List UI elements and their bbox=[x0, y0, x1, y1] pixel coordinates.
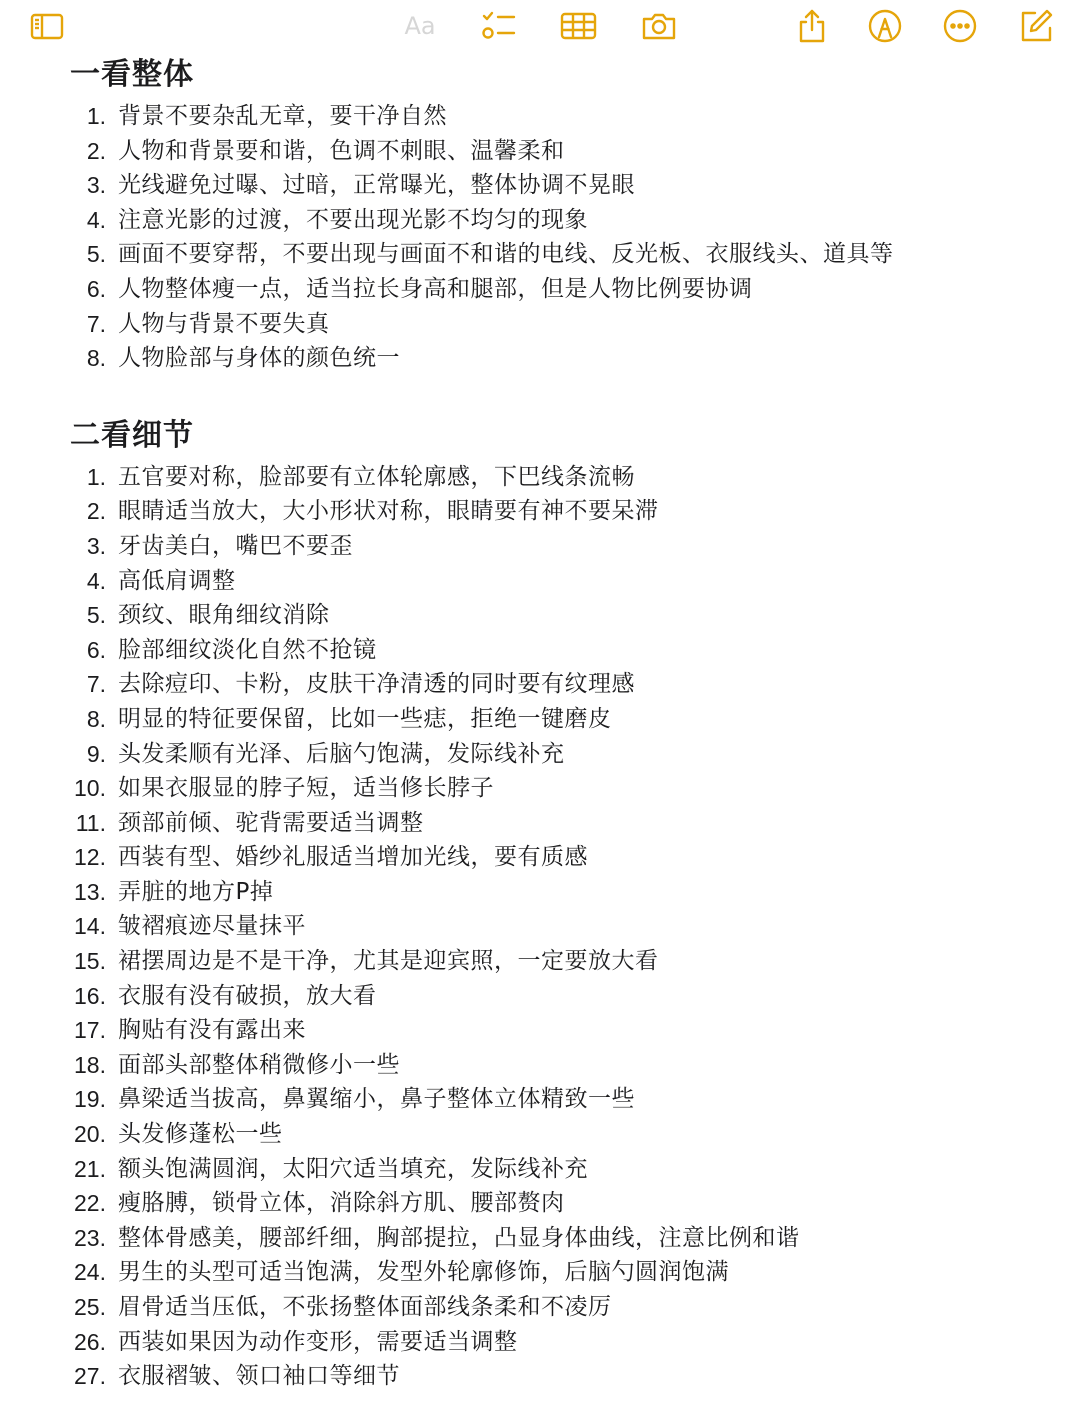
list-item bbox=[0, 1186, 1080, 1221]
list-item-number: 19. bbox=[74, 1086, 106, 1113]
list-item-number: 3. bbox=[86, 532, 106, 559]
list-item-text: 胸贴有没有露出来 bbox=[118, 1017, 306, 1044]
list-item-text: 人物整体瘦一点，适当拉长身高和腿部，但是人物比例要协调 bbox=[118, 275, 753, 302]
list-item-number: 3. bbox=[86, 172, 106, 199]
list-item-text: 鼻梁适当拔高，鼻翼缩小，鼻子整体立体精致一些 bbox=[118, 1086, 635, 1113]
list-item-text: 光线避免过曝、过暗，正常曝光，整体协调不晃眼 bbox=[118, 172, 635, 199]
list-item bbox=[0, 529, 1080, 564]
list-item-number: 17. bbox=[74, 1017, 106, 1044]
list-item-number: 16. bbox=[74, 982, 106, 1009]
list-item bbox=[0, 737, 1080, 772]
list-item bbox=[0, 633, 1080, 668]
list-item bbox=[0, 806, 1080, 841]
more-icon[interactable] bbox=[942, 8, 978, 44]
list-item bbox=[0, 1048, 1080, 1083]
share-icon[interactable] bbox=[794, 8, 830, 44]
list-item bbox=[0, 1013, 1080, 1048]
list-item bbox=[0, 307, 1080, 342]
list-item-text: 颈纹、眼角细纹消除 bbox=[118, 602, 330, 629]
list-item-number: 21. bbox=[74, 1155, 106, 1182]
list-item-text: 背景不要杂乱无章，要干净自然 bbox=[118, 103, 447, 129]
list-item-text: 人物脸部与身体的颜色统一 bbox=[118, 345, 400, 372]
list-item-text: 眼睛适当放大，大小形状对称，眼睛要有神不要呆滞 bbox=[118, 498, 659, 525]
list-item bbox=[0, 1255, 1080, 1290]
list-item-text: 头发修蓬松一些 bbox=[118, 1121, 283, 1148]
list-item-number: 23. bbox=[74, 1224, 106, 1251]
list-item bbox=[0, 875, 1080, 910]
list-item-number: 9. bbox=[86, 740, 106, 767]
numbered-list bbox=[0, 99, 1080, 376]
list-item-number: 4. bbox=[86, 206, 106, 233]
list-item-text: 如果衣服显的脖子短，适当修长脖子 bbox=[118, 775, 494, 802]
list-item bbox=[0, 840, 1080, 875]
numbered-list bbox=[0, 460, 1080, 1394]
list-item-text: 衣服褶皱、领口袖口等细节 bbox=[118, 1363, 400, 1390]
list-item-number: 5. bbox=[86, 602, 106, 629]
list-item-number: 22. bbox=[74, 1190, 106, 1217]
list-item-text: 人物与背景不要失真 bbox=[118, 310, 330, 337]
list-item bbox=[0, 667, 1080, 702]
section-overall bbox=[0, 55, 1080, 376]
list-item-number: 7. bbox=[86, 310, 106, 337]
list-item-text: 注意光影的过渡，不要出现光影不均匀的现象 bbox=[118, 206, 588, 233]
list-item-number: 6. bbox=[86, 636, 106, 663]
list-item-number: 2. bbox=[86, 498, 106, 525]
list-item-number: 1. bbox=[86, 463, 106, 490]
list-item-number: 8. bbox=[86, 345, 106, 372]
sidebar-icon[interactable] bbox=[28, 8, 64, 44]
list-item-number: 1. bbox=[86, 103, 106, 129]
list-item bbox=[0, 237, 1080, 272]
format-text-button[interactable]: Aa bbox=[404, 12, 436, 40]
list-item bbox=[0, 979, 1080, 1014]
list-item-number: 13. bbox=[74, 878, 106, 905]
list-item-number: 5. bbox=[86, 241, 106, 268]
note-body[interactable] bbox=[0, 55, 1080, 1394]
list-item-text: 弄脏的地方P掉 bbox=[118, 878, 274, 905]
list-item-number: 26. bbox=[74, 1328, 106, 1355]
list-item-text: 额头饱满圆润，太阳穴适当填充，发际线补充 bbox=[118, 1155, 588, 1182]
list-item-text: 西装如果因为动作变形，需要适当调整 bbox=[118, 1328, 518, 1355]
list-item bbox=[0, 272, 1080, 307]
list-item-text: 面部头部整体稍微修小一些 bbox=[118, 1051, 400, 1078]
notes-toolbar bbox=[0, 0, 1080, 52]
list-item-number: 4. bbox=[86, 567, 106, 594]
list-item bbox=[0, 702, 1080, 737]
list-item bbox=[0, 771, 1080, 806]
list-item-text: 明显的特征要保留，比如一些痣，拒绝一键磨皮 bbox=[118, 705, 612, 732]
list-item-number: 8. bbox=[86, 705, 106, 732]
list-item bbox=[0, 944, 1080, 979]
list-item-text: 眉骨适当压低，不张扬整体面部线条柔和不凌厉 bbox=[118, 1294, 612, 1320]
list-item-number: 10. bbox=[74, 775, 106, 802]
list-item-text: 高低肩调整 bbox=[118, 567, 236, 594]
list-item-text: 男生的头型可适当饱满，发型外轮廓修饰，后脑勺圆润饱满 bbox=[118, 1259, 729, 1286]
section-details bbox=[0, 416, 1080, 1394]
list-item bbox=[0, 203, 1080, 238]
list-item bbox=[0, 564, 1080, 599]
list-item-number: 11. bbox=[75, 809, 106, 836]
list-item-text: 画面不要穿帮，不要出现与画面不和谐的电线、反光板、衣服线头、道具等 bbox=[118, 241, 894, 268]
list-item-number: 18. bbox=[74, 1051, 106, 1078]
blank-line bbox=[0, 376, 1080, 416]
list-item-text: 脸部细纹淡化自然不抢镜 bbox=[118, 636, 377, 663]
list-item bbox=[0, 1221, 1080, 1256]
list-item-number: 2. bbox=[86, 137, 106, 164]
list-item-text: 整体骨感美，腰部纤细，胸部提拉，凸显身体曲线，注意比例和谐 bbox=[118, 1224, 800, 1251]
list-item bbox=[0, 909, 1080, 944]
list-item-number: 14. bbox=[74, 913, 106, 940]
list-item bbox=[0, 1359, 1080, 1394]
list-item-text: 瘦胳膊，锁骨立体，消除斜方肌、腰部赘肉 bbox=[118, 1190, 565, 1217]
list-item-number: 25. bbox=[74, 1294, 106, 1320]
compose-icon[interactable] bbox=[1018, 8, 1054, 44]
list-item-text: 头发柔顺有光泽、后脑勺饱满，发际线补充 bbox=[118, 740, 565, 767]
list-item-number: 6. bbox=[86, 275, 106, 302]
list-item-number: 7. bbox=[86, 671, 106, 698]
list-item-text: 五官要对称，脸部要有立体轮廓感，下巴线条流畅 bbox=[118, 463, 635, 490]
list-item bbox=[0, 598, 1080, 633]
list-item bbox=[0, 1117, 1080, 1152]
list-item bbox=[0, 1082, 1080, 1117]
list-item-text: 颈部前倾、驼背需要适当调整 bbox=[118, 809, 424, 836]
list-item bbox=[0, 168, 1080, 203]
list-item bbox=[0, 99, 1080, 134]
list-item-text: 皱褶痕迹尽量抹平 bbox=[118, 913, 306, 940]
markup-pen-icon[interactable] bbox=[867, 8, 903, 44]
section-heading: 二看细节 bbox=[70, 417, 194, 453]
list-item bbox=[0, 1152, 1080, 1187]
list-item bbox=[0, 134, 1080, 169]
table-icon[interactable] bbox=[560, 8, 596, 44]
list-item-text: 人物和背景要和谐，色调不刺眼、温馨柔和 bbox=[118, 137, 565, 164]
camera-icon[interactable] bbox=[641, 8, 677, 44]
list-item-text: 西装有型、婚纱礼服适当增加光线，要有质感 bbox=[118, 844, 588, 871]
list-item-text: 去除痘印、卡粉，皮肤干净清透的同时要有纹理感 bbox=[118, 671, 635, 698]
list-item-text: 裙摆周边是不是干净，尤其是迎宾照，一定要放大看 bbox=[118, 948, 659, 975]
list-item bbox=[0, 460, 1080, 495]
list-item bbox=[0, 1290, 1080, 1325]
list-item-number: 15. bbox=[74, 948, 106, 975]
list-item-number: 24. bbox=[74, 1259, 106, 1286]
checklist-icon[interactable] bbox=[480, 8, 516, 44]
section-heading: 一看整体 bbox=[70, 57, 194, 92]
list-item-number: 12. bbox=[74, 844, 106, 871]
list-item-text: 牙齿美白，嘴巴不要歪 bbox=[118, 532, 353, 559]
list-item bbox=[0, 341, 1080, 376]
list-item-number: 20. bbox=[74, 1121, 106, 1148]
list-item bbox=[0, 494, 1080, 529]
list-item-number: 27. bbox=[74, 1363, 106, 1390]
list-item-text: 衣服有没有破损，放大看 bbox=[118, 982, 377, 1009]
list-item bbox=[0, 1325, 1080, 1360]
